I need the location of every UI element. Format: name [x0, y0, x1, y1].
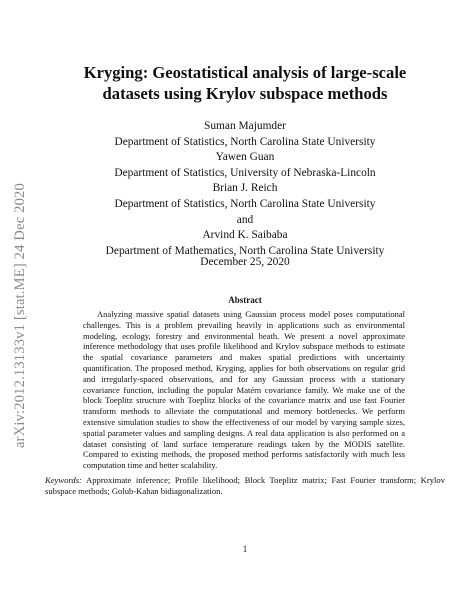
author-affiliation: Department of Statistics, North Carolina State University — [114, 197, 376, 210]
author-affiliation: Department of Mathematics, North Carolina State University — [105, 244, 385, 257]
publication-date: December 25, 2020 — [200, 256, 290, 268]
keywords-paragraph — [45, 475, 445, 497]
page-number: 1 — [242, 544, 248, 554]
author-conjunction: and — [236, 213, 254, 226]
author-name: Arvind K. Saibaba — [202, 229, 288, 242]
keywords-label: Keywords: — [45, 475, 82, 485]
keywords-list: Approximate inference; Profile likelihood; Block Toeplitz matrix; Fast Fourier transform; Krylov subspace methods; Golub-Kahan bidiagonalization. — [45, 475, 445, 496]
author-affiliation: Department of Statistics, University of Nebraska-Lincoln — [114, 166, 376, 179]
arxiv-identifier-text: arXiv:2012.13133v1 [stat.ME] 24 Dec 2020 — [11, 182, 28, 448]
author-name: Suman Majumder — [204, 120, 286, 132]
author-name: Brian J. Reich — [212, 182, 278, 195]
arxiv-identifier-stamp — [0, 150, 40, 480]
paper-title — [40, 62, 450, 104]
abstract-heading: Abstract — [228, 295, 262, 305]
title-line-1: Kryging: Geostatistical analysis of large-scale — [83, 63, 407, 82]
abstract-body: Analyzing massive spatial datasets using Gaussian process model poses computational challenges. This is a problem prevailing heavily in applications such as environmental modeling, ecology, forestry and environmental heath. We present a novel approximate inference methodology that uses profile likelihood and Krylov subspace methods to estimate the spatial covariance parameters and makes spatial predictions with uncertainty quantification. The proposed method, Kryging, applies for both observations on regular grid and irregularly-spaced observations, and for any Gaussian process with a stationary covariance function, including the popular Matérn covariance family. We make use of the block Toeplitz structure with Toeplitz blocks of the covariance matrix and use fast Fourier transform methods to alleviate the computational and memory bottlenecks. We perform extensive simulation studies to show the effectiveness of our model by varying sample sizes, spatial parameter values and sampling designs. A real data application is also performed on a dataset consisting of land surface temperature readings taken by the MODIS satellite. Compared to existing methods, the proposed method performs satisfactorily with much less computation time and better scalability. — [83, 309, 405, 471]
author-affiliation: Department of Statistics, North Carolina State University — [114, 135, 376, 148]
author-block — [40, 119, 450, 259]
author-name: Yawen Guan — [215, 151, 275, 164]
title-line-2: datasets using Krylov subspace methods — [102, 84, 388, 103]
